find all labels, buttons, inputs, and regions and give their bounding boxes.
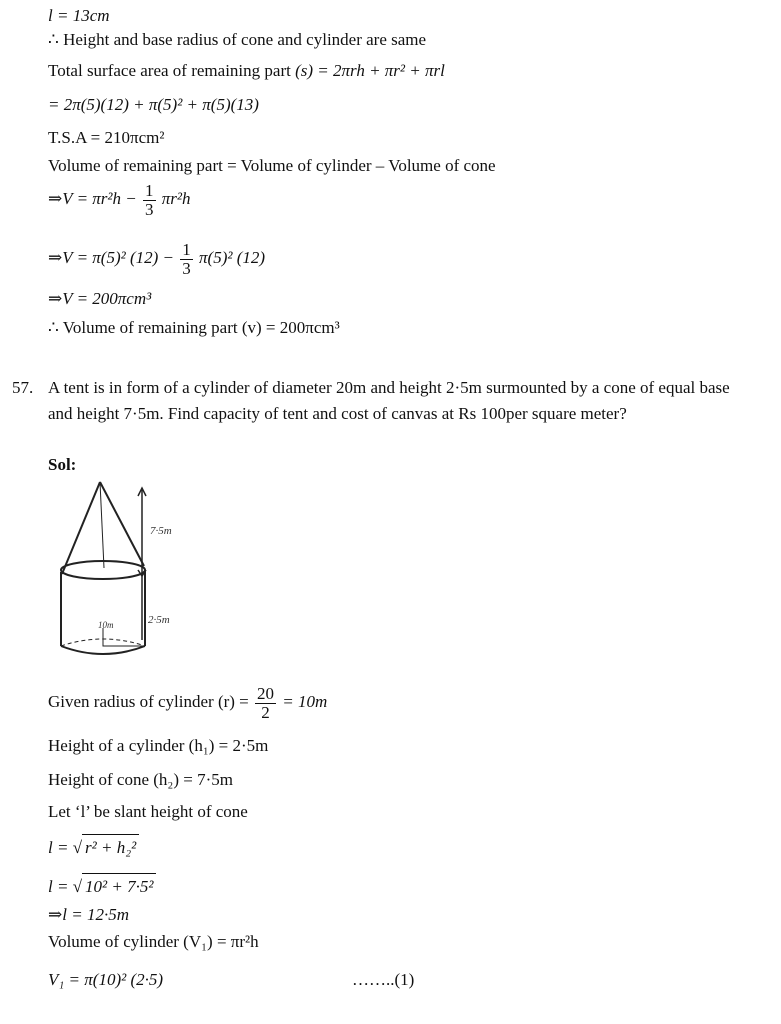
fraction-one-third: [143, 182, 156, 219]
slant-sub-lhs: l =: [48, 877, 69, 896]
volume-formula: [48, 180, 190, 219]
frac-numerator: 1: [182, 239, 191, 259]
fraction-one-third: [180, 241, 193, 278]
cylinder-bottom: [61, 646, 145, 654]
tsa-result: T.S.A = 210πcm²: [48, 128, 165, 147]
tsa-label: Total surface area of remaining part: [48, 61, 291, 80]
volume-sub-left: ⇒V = π(5)² (12) −: [48, 248, 175, 267]
volume-formula-left: ⇒V = πr²h −: [48, 189, 137, 208]
slant-result: ⇒l = 12·5m: [48, 905, 129, 924]
tsa-substitution: = 2π(5)(12) + π(5)² + π(5)(13): [48, 95, 259, 114]
volume-label: Volume of remaining part = Volume of cylinder – Volume of cone: [48, 156, 496, 175]
given-radius-value: = 10m: [282, 692, 328, 711]
volume-formula-right: πr²h: [161, 189, 191, 208]
cylinder-volume-substitution: V₁ = π(10)² (2·5): [48, 970, 164, 989]
cylinder-top: [61, 561, 145, 579]
slant-formula: l = √ r² + h₂²: [48, 834, 139, 861]
given-radius-label: Given radius of cylinder (r) =: [48, 692, 249, 711]
cylinder-volume-formula: Volume of cylinder (V₁) = πr²h: [48, 932, 259, 951]
frac-numerator: 1: [145, 180, 154, 200]
slant-formula-radicand: r² + h₂²: [82, 834, 139, 861]
slant-height-definition: Let ‘l’ be slant height of cone: [48, 802, 248, 821]
cone-axis: [100, 482, 104, 568]
volume-sub-right: π(5)² (12): [199, 248, 266, 267]
cone-height-label: 7·5m: [150, 525, 172, 537]
frac-denominator: 3: [145, 199, 154, 219]
radius-line: [103, 628, 145, 646]
radius-label: 10m: [98, 620, 114, 630]
cyl-height-label: 2·5m: [148, 614, 170, 626]
volume-final: ∴ Volume of remaining part (v) = 200πcm³: [48, 318, 340, 337]
frac-denominator: 3: [182, 258, 191, 278]
given-radius: [48, 680, 327, 724]
solution-label: Sol:: [48, 455, 77, 474]
radius-fraction: [255, 685, 276, 722]
frac-numerator: 20: [257, 683, 275, 703]
same-dimensions-note: ∴ Height and base radius of cone and cylinder are same: [48, 30, 427, 49]
volume-substitution: [48, 239, 265, 278]
cylinder-height: Height of a cylinder (h₁) = 2·5m: [48, 736, 269, 755]
slant-sub-radicand: 10² + 7·5²: [82, 873, 156, 900]
question-number: 57.: [12, 378, 34, 397]
equation-reference: ……..(1): [352, 970, 415, 989]
slant-substitution: l = √ 10² + 7·5²: [48, 873, 156, 900]
slant-formula-lhs: l =: [48, 838, 69, 857]
tsa-formula-line: [48, 61, 445, 81]
frac-denominator: 2: [261, 702, 270, 722]
cone-height: Height of cone (h₂) = 7·5m: [48, 770, 233, 789]
question-text: A tent is in form of a cylinder of diameter 20m and height 2·5m surmounted by a cone of equal base and height 7·5m. Find capacity of tent and cost of canvas at Rs 100per square meter?: [48, 378, 730, 423]
tsa-formula: (s) = 2πrh + πr² + πrl: [295, 61, 445, 80]
slant-height-line: l = 13cm: [48, 6, 110, 25]
volume-result: ⇒V = 200πcm³: [48, 289, 152, 308]
tent-figure: [48, 478, 208, 670]
cone-right-edge: [100, 482, 144, 566]
